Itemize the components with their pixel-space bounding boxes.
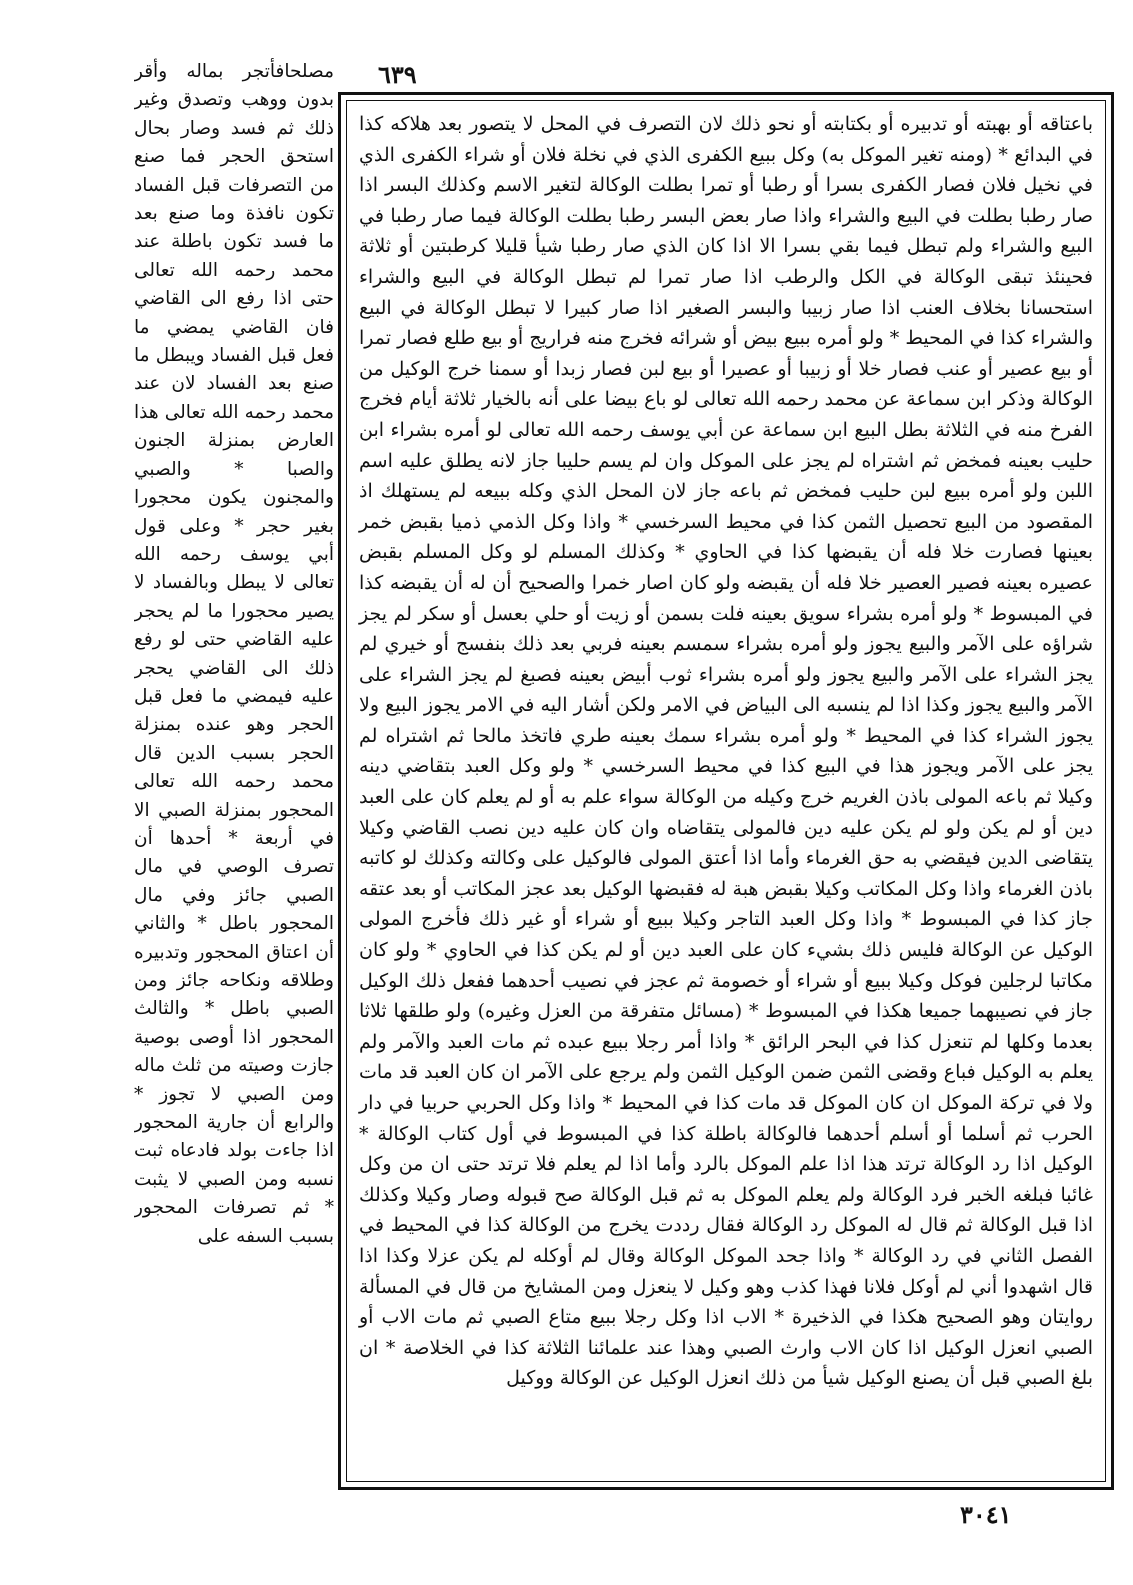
page-number: ٦٣٩ bbox=[378, 60, 417, 89]
margin-commentary: مصلحافأتجر بماله وأقر بدون ووهب وتصدق وغير ذلك ثم فسد وصار بحال استحق الحجر فما صنع من التصرفات قبل الفساد تكون نافذة وما صنع بعد ما فسد تكون باطلة عند محمد رحمه الله تعالى حتى اذا رفع الى القاضي فان القاضي يمضي ما فعل قبل الفساد ويبطل ما صنع بعد الفساد لان عند محمد رحمه الله تعالى هذا العارض بمنزلة الجنون والصبا * والصبي والمجنون يكون محجورا بغير حجر * وعلى قول أبي يوسف رحمه الله تعالى لا يبطل وبالفساد لا يصير محجورا ما لم يحجر عليه القاضي حتى لو رفع ذلك الى القاضي يحجر عليه فيمضي ما فعل قبل الحجر وهو عنده بمنزلة الحجر بسبب الدين قال محمد رحمه الله تعالى المحجور بمنزلة الصبي الا في أربعة * أحدها أن تصرف الوصي في مال الصبي جائز وفي مال المحجور باطل * والثاني أن اعتاق المحجور وتدبيره وطلاقه ونكاحه جائز ومن الصبي باطل * والثالث المحجور اذا أوصى بوصية جازت وصيته من ثلث ماله ومن الصبي لا تجوز * والرابع أن جارية المحجور اذا جاءت بولد فادعاه ثبت نسبه ومن الصبي لا يثبت * ثم تصرفات المحجور بسبب السفه على bbox=[134, 61, 334, 1247]
main-body-text: باعتاقه أو بهبته أو تدبيره أو بكتابته أو نحو ذلك لان التصرف في المحل لا يتصور بعد هلاكه كذا في البدائع * (ومنه تغير الموكل به) وكل ببيع الكفرى الذي في نخلة فلان أو شراء الكفرى الذي في نخيل فلان فصار الكفرى بسرا أو رطبا أو تمرا بطلت الوكالة لتغير الاسم وكذلك البسر اذا صار رطبا بطلت في البيع والشراء واذا صار بعض البسر رطبا بطلت الوكالة فيما صار رطبا في البيع والشراء ولم تبطل فيما بقي بسرا الا اذا كان الذي صار رطبا شيأ قليلا كرطبتين أو ثلاثة فحينئذ تبقى الوكالة في الكل والرطب اذا صار تمرا لم تبطل الوكالة في البيع والشراء استحسانا بخلاف العنب اذا صار زبيبا والبسر الصغير اذا صار كبيرا لا تبطل الوكالة في البيع والشراء كذا في المحيط * ولو أمره ببيع بيض أو شرائه فخرج منه فراريج أو بيع طلع فصار تمرا أو بيع عصير أو عنب فصار خلا أو زبيبا أو عصيرا أو بيع لبن فصار زبدا أو سمنا خرج الوكيل من الوكالة وذكر ابن سماعة عن محمد رحمه الله تعالى لو باع بيضا على أنه بالخيار ثلاثة أيام فخرج الفرخ منه في الثلاثة بطل البيع ابن سماعة عن أبي يوسف رحمه الله تعالى لو أمره بشراء ابن حليب بعينه فمخض ثم اشتراه لم يجز على الموكل وان لم يسم حليبا جاز لانه يطلق عليه اسم اللبن ولو أمره ببيع لبن حليب فمخض ثم باعه جاز لان المحل الذي وكله ببيعه لم يستهلك اذ المقصود من البيع تحصيل الثمن كذا في محيط السرخسي * واذا وكل الذمي ذميا بقبض خمر بعينها فصارت خلا فله أن يقبضها كذا في الحاوي * وكذلك المسلم لو وكل المسلم بقبض عصيره بعينه فصير العصير خلا فله أن يقبضه ولو كان اصار خمرا والصحيح أن له أن يقبضه كذا في المبسوط * ولو أمره بشراء سويق بعينه فلت بسمن أو زيت أو حلي بعسل أو سكر لم يجز شراؤه على الآمر والبيع يجوز ولو أمره بشراء سمسم بعينه فربي بعد ذلك بنفسج أو خيري لم يجز الشراء على الآمر والبيع يجوز ولو أمره بشراء ثوب أبيض بعينه فصبغ لم يجز الشراء على الآمر والبيع يجوز وكذا اذا لم ينسبه الى البياض في الامر ولكن أشار اليه في الامر يجوز البيع ولا يجوز الشراء كذا في المحيط * ولو أمره بشراء سمك بعينه طري فاتخذ مالحا ثم اشتراه لم يجز على الآمر ويجوز هذا في البيع كذا في محيط السرخسي * ولو وكل العبد بتقاضي دينه وكيلا ثم باعه المولى باذن الغريم خرج وكيله من الوكالة سواء علم به أو لم يعلم كان على العبد دين أو لم يكن ولو لم يكن عليه دين فالمولى يتقاضاه وان كان عليه دين نصب القاضي وكيلا يتقاضى الدين فيقضي به حق الغرماء وأما اذا أعتق المولى فالوكيل على وكالته وكذلك لو كاتبه باذن الغرماء واذا وكل المكاتب وكيلا بقبض هبة له فقبضها الوكيل بعد عجز المكاتب أو بعد عتقه جاز كذا في المبسوط * واذا وكل العبد التاجر وكيلا ببيع أو شراء أو غير ذلك فأخرج المولى الوكيل عن الوكالة فليس ذلك بشيء كان على العبد دين أو لم يكن كذا في الحاوي * ولو كان مكاتبا لرجلين فوكل وكيلا ببيع أو شراء أو خصومة ثم عجز في نصيب أحدهما ففعل ذلك الوكيل جاز في نصيبهما جميعا هكذا في المبسوط * (مسائل متفرقة من العزل وغيره) ولو طلقها ثلاثا بعدما وكلها لم تنعزل كذا في البحر الرائق * واذا أمر رجلا ببيع عبده ثم مات العبد والآمر ولم يعلم به الوكيل فباع وقضى الثمن ضمن الوكيل الثمن ولم يرجع على الآمر ان كان العبد قد مات ولا في تركة الموكل ان كان الموكل قد مات كذا في المحيط * واذا وكل الحربي حربيا في دار الحرب ثم أسلما أو أسلم أحدهما فالوكالة باطلة كذا في المبسوط في أول كتاب الوكالة * الوكيل اذا رد الوكالة ترتد هذا اذا علم الموكل بالرد وأما اذا لم يعلم فلا ترتد حتى ان من وكل غائبا فبلغه الخبر فرد الوكالة ولم يعلم الموكل به ثم قبل الوكالة صح قبوله وصار وكيلا وكذلك اذا قبل الوكالة ثم قال له الموكل رد الوكالة فقال رددت يخرج من الوكالة كذا في المحيط في الفصل الثاني في رد الوكالة * واذا جحد الموكل الوكالة وقال لم أوكله لم يكن عزلا وكذا اذا قال اشهدوا أني لم أوكل فلانا فهذا كذب وهو وكيل لا ينعزل ومن المشايخ من قال في المسألة روايتان وهو الصحيح هكذا في الذخيرة * الاب اذا وكل رجلا ببيع متاع الصبي ثم مات الاب أو الصبي انعزل الوكيل اذا كان الاب وارث الصبي وهذا عند علمائنا الثلاثة كذا في الخلاصة * ان بلغ الصبي قبل أن يصنع الوكيل شيأ من ذلك انعزل الوكيل عن الوكالة ووكيل bbox=[359, 113, 1093, 1390]
signature-mark: ٣٠٤١ bbox=[960, 1500, 1012, 1529]
main-text-inner-border bbox=[346, 100, 1106, 1482]
main-text-frame bbox=[338, 92, 1114, 1490]
